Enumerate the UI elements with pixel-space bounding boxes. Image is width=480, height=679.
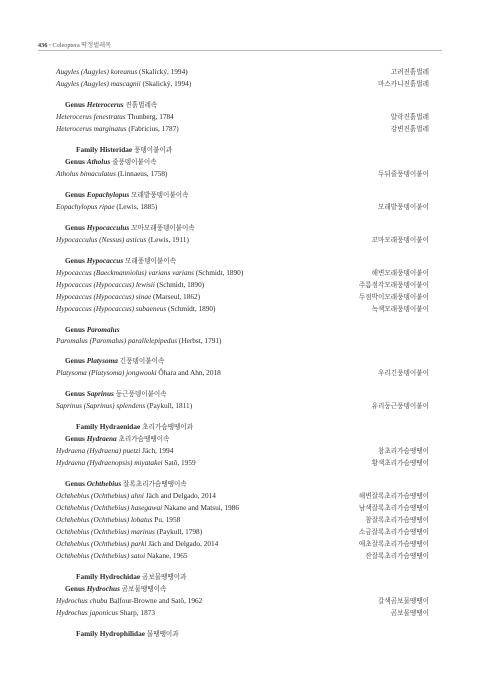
authority: Ôhara and Ahn, 2018 — [156, 368, 221, 377]
taxon-name — [65, 584, 120, 593]
section-gap — [56, 469, 429, 478]
taxon-name — [65, 190, 129, 199]
taxon-name — [56, 526, 202, 537]
taxon-name — [56, 367, 221, 378]
genus-heading — [56, 388, 429, 400]
korean-name: 우리긴풍뎅이붙이 — [378, 370, 429, 377]
running-title: Coleoptera 딱정벌레목 — [52, 42, 112, 49]
taxon-name — [56, 78, 191, 89]
korean-name: 꼬마모래풍뎅이붙이속 — [131, 225, 195, 232]
authority: Sharp, 1873 — [117, 608, 156, 617]
species-entry — [56, 78, 429, 90]
authority: Genus — [65, 157, 87, 166]
taxon-name — [56, 502, 239, 513]
authority: (Skalický, 1994) — [140, 79, 192, 88]
authority: Genus — [65, 100, 87, 109]
authority: (Lewis, 1885) — [114, 202, 158, 211]
taxon-name — [65, 223, 129, 232]
korean-name: 풍뎅이붙이과 — [133, 147, 173, 154]
species-entry — [56, 234, 429, 246]
taxon-name — [65, 100, 124, 109]
taxon-name — [56, 550, 188, 561]
taxon-list — [56, 66, 429, 640]
taxon-name — [65, 356, 118, 365]
authority: (Schmidt, 1890) — [154, 280, 205, 289]
korean-name: 모래풍뎅이붙이속 — [125, 258, 176, 265]
scientific-name: Heterocerus marginatus — [56, 124, 127, 133]
authority: (Lewis, 1911) — [146, 235, 189, 244]
korean-name: 고려진흙벌레 — [390, 69, 429, 76]
korean-name: 소금잘록초리가슴땡땡이 — [358, 529, 429, 536]
scientific-name: Hydrochus chubu — [56, 596, 108, 605]
species-entry — [56, 490, 429, 502]
korean-name: 잔잘록초리가슴땡땡이 — [365, 553, 429, 560]
taxon-name — [56, 490, 216, 501]
korean-name: 애초잘록초리가슴땡땡이 — [358, 541, 429, 548]
authority: (Herbst, 1791) — [177, 336, 222, 345]
taxon-name — [56, 607, 155, 618]
taxon-name — [56, 201, 157, 212]
korean-name: 강변진흙벌레 — [390, 126, 429, 133]
scientific-name: Eopachylopus ripae — [56, 202, 115, 211]
scientific-name: Heterocerus fenestratus — [56, 112, 126, 121]
korean-name: 곰보물땡땡이 — [390, 610, 429, 617]
korean-name: 초리가슴땡땡이속 — [118, 436, 170, 443]
taxon-name — [56, 335, 221, 346]
species-entry — [56, 502, 429, 514]
authority: Family Hydrophilidae — [76, 629, 145, 638]
species-entry — [56, 445, 429, 457]
korean-name: 모래밭풍뎅이붙이 — [378, 204, 429, 211]
scientific-name: Hypocaccus — [86, 256, 124, 265]
scientific-name: Ochthebius (Ochthebius) parki — [56, 539, 147, 548]
taxon-name — [65, 325, 120, 334]
scientific-name: Ochthebius (Ochthebius) marinus — [56, 527, 155, 536]
species-entry — [56, 168, 429, 180]
scientific-name: Ochthebius — [86, 479, 122, 488]
authority: (Fabricius, 1787) — [126, 124, 179, 133]
header-bullet: • — [48, 42, 51, 49]
section-gap — [56, 619, 429, 628]
authority: Genus — [65, 434, 87, 443]
section-gap — [56, 346, 429, 355]
authority: Nakane, 1965 — [145, 551, 188, 560]
korean-name: 황색초리가슴땡땡이 — [371, 460, 429, 467]
genus-heading — [56, 156, 429, 168]
species-entry — [56, 123, 429, 135]
genus-heading — [56, 355, 429, 367]
scientific-name: Heterocerus — [86, 100, 124, 109]
authority: (Paykull, 1811) — [145, 401, 193, 410]
taxon-name — [56, 457, 196, 468]
scientific-name: Hydrochus — [86, 584, 120, 593]
section-gap — [56, 246, 429, 255]
authority: Family Hydraenidae — [76, 422, 141, 431]
korean-name: 남색잘록초리가슴땡땡이 — [358, 505, 429, 512]
authority: Jäch and Delgado, 2014 — [146, 539, 219, 548]
authority: (Skalický, 1994) — [137, 67, 188, 76]
species-entry — [56, 279, 429, 291]
korean-name: 긴풍뎅이붙이속 — [119, 358, 165, 365]
taxon-name — [56, 595, 202, 606]
scientific-name: Hypocacculus — [86, 223, 130, 232]
korean-name: 녹색모래풍뎅이붙이 — [371, 306, 429, 313]
authority: Thunberg, 1784 — [125, 112, 174, 121]
species-entry — [56, 367, 429, 379]
korean-name: 곰보물땡땡이과 — [141, 574, 187, 581]
authority: Satô, 1959 — [162, 458, 196, 467]
authority: Genus — [65, 584, 87, 593]
genus-heading — [56, 324, 429, 335]
taxon-name — [56, 267, 243, 278]
taxon-name — [65, 479, 121, 488]
taxon-name — [76, 145, 132, 154]
korean-name: 참초리가슴땡땡이 — [378, 448, 429, 455]
family-heading — [56, 421, 429, 433]
taxon-name — [56, 303, 216, 314]
authority: Nakane and Matsui, 1986 — [162, 503, 240, 512]
family-heading — [56, 628, 429, 640]
species-entry — [56, 291, 429, 303]
taxon-name — [56, 168, 167, 179]
taxon-name — [56, 111, 174, 122]
authority: Genus — [65, 223, 87, 232]
species-entry — [56, 66, 429, 78]
scientific-name: Hypocacculus (Nessus) asticus — [56, 235, 147, 244]
species-entry — [56, 303, 429, 315]
korean-name: 물땡땡이과 — [146, 631, 179, 638]
taxon-name — [56, 291, 200, 302]
korean-name: 두뒤줄풍뎅이붙이 — [378, 171, 429, 178]
authority: Genus — [65, 190, 87, 199]
authority: (Linnaeus, 1758) — [115, 169, 168, 178]
genus-heading — [56, 189, 429, 201]
korean-name: 유리둥근풍뎅이붙이 — [371, 403, 429, 410]
scientific-name: Paromalus (Paromalus) parallelepipedus — [56, 336, 178, 345]
korean-name: 꼬마모래풍뎅이붙이 — [371, 237, 429, 244]
taxon-name — [76, 422, 140, 431]
authority: (Schmidt, 1890) — [166, 304, 216, 313]
korean-name: 모래밭풍뎅이붙이속 — [131, 192, 189, 199]
species-entry — [56, 267, 429, 279]
korean-name: 갈색곰보물땡땡이 — [378, 598, 429, 605]
scientific-name: Hydrochus japonicus — [56, 608, 118, 617]
scientific-name: Atholus — [86, 157, 111, 166]
authority: (Paykull, 1798) — [154, 527, 203, 536]
taxon-name — [56, 123, 179, 134]
authority: Genus — [65, 256, 87, 265]
taxon-name — [56, 514, 180, 525]
genus-heading — [56, 433, 429, 445]
scientific-name: Paromalus — [86, 325, 120, 334]
authority: Jäch, 1994 — [140, 446, 174, 455]
taxon-name — [56, 279, 204, 290]
korean-name: 둥근풍뎅이붙이속 — [115, 391, 167, 398]
species-entry — [56, 607, 429, 619]
korean-name: 줄풍뎅이붙이속 — [112, 159, 157, 166]
genus-heading — [56, 222, 429, 234]
korean-name: 알락진흙벌레 — [390, 114, 429, 121]
scientific-name: Augyles (Augyles) koreanus — [56, 67, 138, 76]
scientific-name: Hydraena (Hydraena) puetzi — [56, 446, 141, 455]
scientific-name: Saprinus (Saprinus) splendens — [56, 401, 146, 410]
taxon-name — [56, 400, 192, 411]
korean-name: 참잘록초리가슴땡땡이 — [365, 517, 429, 524]
taxon-name — [56, 445, 173, 456]
scientific-name: Ochthebius (Ochthebius) ahni — [56, 491, 144, 500]
korean-name: 주름점각모래풍뎅이붙이 — [358, 282, 429, 289]
section-gap — [56, 412, 429, 421]
authority: Family Histeridae — [76, 145, 133, 154]
section-gap — [56, 315, 429, 324]
taxon-name — [56, 234, 189, 245]
scientific-name: Ochthebius (Ochthebius) lobatus — [56, 515, 153, 524]
scientific-name: Hypocaccus (Hypocaccus) subaeneus — [56, 304, 167, 313]
korean-name: 해변잘록초리가슴땡땡이 — [358, 493, 429, 500]
genus-heading — [56, 583, 429, 595]
taxon-name — [65, 256, 123, 265]
species-entry — [56, 457, 429, 469]
korean-name: 곰보물땡땡이속 — [121, 586, 167, 593]
scientific-name: Ochthebius (Ochthebius) satoi — [56, 551, 146, 560]
scientific-name: Atholus bimaculatus — [56, 169, 116, 178]
page-number: 436 — [38, 42, 48, 49]
species-entry — [56, 526, 429, 538]
species-entry — [56, 111, 429, 123]
scientific-name: Hypocaccus (Hypocaccus) lewisii — [56, 280, 155, 289]
korean-name: 두점박이모래풍뎅이붙이 — [358, 294, 429, 301]
species-entry — [56, 514, 429, 526]
scientific-name: Hypocaccus (Hypocaccus) sinae — [56, 292, 152, 301]
family-heading — [56, 144, 429, 156]
authority: (Schmidt, 1890) — [194, 268, 244, 277]
section-gap — [56, 379, 429, 388]
scientific-name: Platysoma — [86, 356, 118, 365]
korean-name: 초리가슴땡땡이과 — [142, 424, 194, 431]
scientific-name: Hypocaccus (Baeckmanniolus) varians varians — [56, 268, 194, 277]
authority: Genus — [65, 356, 87, 365]
taxon-name — [56, 66, 188, 77]
taxon-name — [76, 629, 145, 638]
species-entry — [56, 595, 429, 607]
species-entry — [56, 335, 429, 346]
authority: (Marseul, 1862) — [151, 292, 201, 301]
scientific-name: Augyles (Augyles) mascagnii — [56, 79, 141, 88]
authority: Genus — [65, 389, 87, 398]
korean-name: 마스카니진흙벌레 — [378, 81, 429, 88]
section-gap — [56, 562, 429, 571]
taxon-name — [65, 389, 114, 398]
species-entry — [56, 201, 429, 213]
family-heading — [56, 571, 429, 583]
section-gap — [56, 213, 429, 222]
authority: Balfour-Browne and Satô, 1962 — [107, 596, 203, 605]
species-entry — [56, 538, 429, 550]
authority: Family Hydrochidae — [76, 572, 141, 581]
scientific-name: Saprinus — [86, 389, 114, 398]
taxon-name — [76, 572, 140, 581]
scientific-name: Hydraena — [86, 434, 117, 443]
authority: Jäch and Delgado, 2014 — [143, 491, 216, 500]
header-rule — [38, 50, 442, 51]
species-entry — [56, 550, 429, 562]
korean-name: 진흙벌레속 — [125, 102, 158, 109]
taxon-name — [65, 434, 117, 443]
authority: Genus — [65, 325, 87, 334]
scientific-name: Hydraena (Hydraenopsis) miyatakei — [56, 458, 163, 467]
species-entry — [56, 400, 429, 412]
authority: Pu, 1958 — [152, 515, 181, 524]
korean-name: 해변모래풍뎅이붙이 — [371, 270, 429, 277]
taxon-name — [56, 538, 218, 549]
taxon-name — [65, 157, 110, 166]
korean-name: 잘록초리가슴땡땡이속 — [123, 481, 187, 488]
section-gap — [56, 135, 429, 144]
scientific-name: Eopachylopus — [86, 190, 130, 199]
running-header — [38, 40, 442, 49]
section-gap — [56, 180, 429, 189]
genus-heading — [56, 99, 429, 111]
section-gap — [56, 90, 429, 99]
scientific-name: Ochthebius (Ochthebius) hasegawai — [56, 503, 163, 512]
genus-heading — [56, 478, 429, 490]
scientific-name: Platysoma (Platysoma) jongwooki — [56, 368, 157, 377]
genus-heading — [56, 255, 429, 267]
authority: Genus — [65, 479, 87, 488]
